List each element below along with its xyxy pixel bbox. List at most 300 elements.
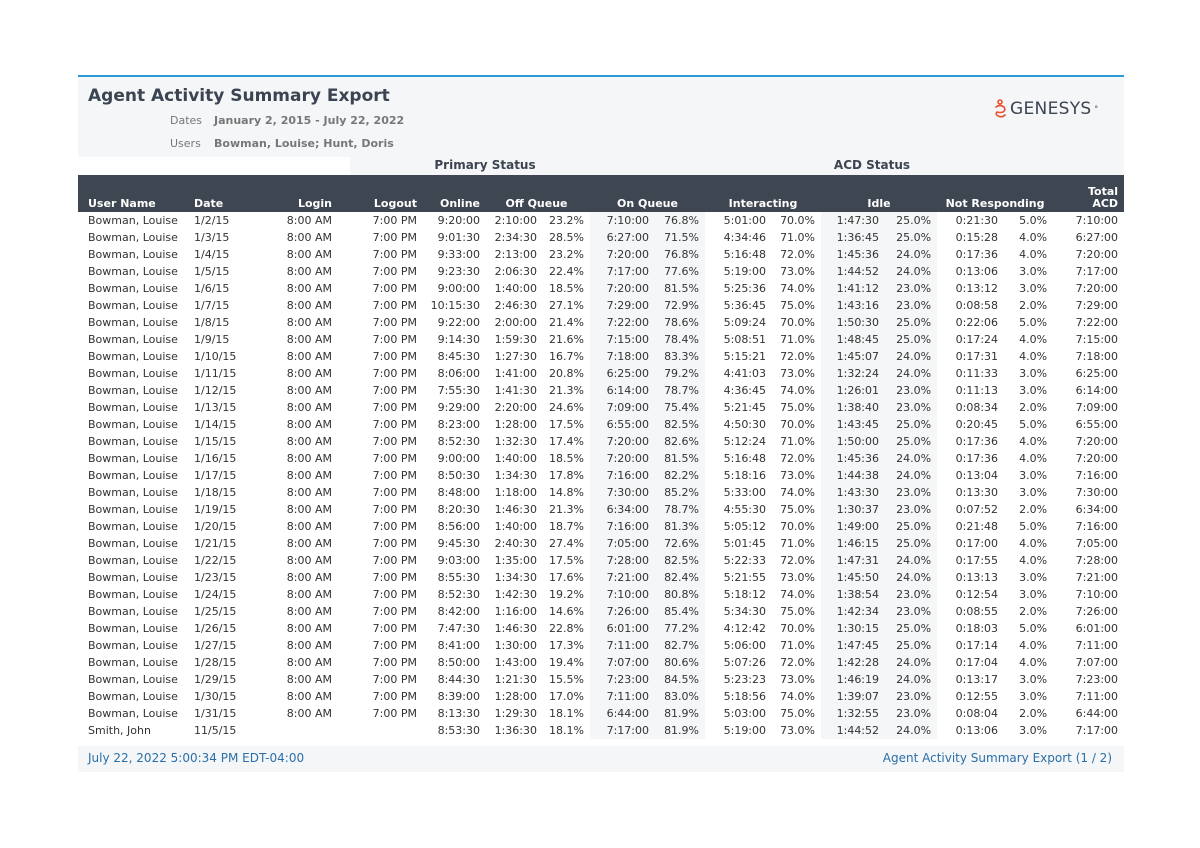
cell-online: 8:06:00 <box>437 367 480 380</box>
cell-on-queue-time: 7:28:00 <box>590 552 652 569</box>
cell-interacting-pct: 73.0% <box>780 469 816 482</box>
cell-date: 1/18/15 <box>194 486 237 499</box>
cell-date: 1/30/15 <box>194 690 237 703</box>
cell-off-queue-time: 1:27:30 <box>494 350 537 363</box>
table-row <box>78 433 1124 450</box>
cell-off-queue-time: 2:46:30 <box>494 299 537 312</box>
cell-online: 8:42:00 <box>437 605 480 618</box>
cell-off-queue-pct: 18.1% <box>549 724 584 737</box>
cell-not-responding-time: 0:13:30 <box>955 486 999 499</box>
cell-idle-time: 1:50:30 <box>821 314 882 331</box>
activity-table <box>78 175 1124 739</box>
cell-login: 8:00 AM <box>286 503 332 516</box>
cell-not-responding-pct: 2.0% <box>1019 401 1048 414</box>
cell-user-name: Bowman, Louise <box>88 452 178 465</box>
cell-date: 1/26/15 <box>194 622 237 635</box>
cell-on-queue-time: 6:14:00 <box>590 382 652 399</box>
cell-not-responding-time: 0:17:36 <box>955 248 999 261</box>
cell-total-acd: 6:27:00 <box>1075 231 1119 244</box>
cell-user-name: Bowman, Louise <box>88 503 178 516</box>
cell-off-queue-pct: 19.2% <box>549 588 584 601</box>
table-row <box>78 280 1124 297</box>
cell-not-responding-pct: 3.0% <box>1019 486 1048 499</box>
cell-interacting-time: 5:19:00 <box>723 724 767 737</box>
cell-idle-time: 1:48:45 <box>821 331 882 348</box>
cell-off-queue-pct: 23.2% <box>549 214 584 227</box>
cell-interacting-time: 5:36:45 <box>723 299 767 312</box>
cell-interacting-time: 5:18:12 <box>723 588 767 601</box>
cell-not-responding-pct: 3.0% <box>1019 384 1048 397</box>
cell-login: 8:00 AM <box>286 588 332 601</box>
table-row <box>78 501 1124 518</box>
cell-login: 8:00 AM <box>286 707 332 720</box>
cell-not-responding-pct: 3.0% <box>1019 265 1048 278</box>
col-not-responding[interactable]: Not Responding <box>937 175 1053 212</box>
cell-idle-pct: 25.0% <box>882 637 937 654</box>
cell-off-queue-pct: 22.8% <box>549 622 584 635</box>
cell-date: 1/24/15 <box>194 588 237 601</box>
cell-date: 1/2/15 <box>194 214 230 227</box>
cell-logout: 7:00 PM <box>372 656 417 669</box>
cell-idle-pct: 24.0% <box>882 263 937 280</box>
cell-not-responding-time: 0:15:28 <box>955 231 999 244</box>
cell-user-name: Bowman, Louise <box>88 469 178 482</box>
cell-off-queue-time: 2:20:00 <box>494 401 537 414</box>
cell-not-responding-pct: 5.0% <box>1019 520 1048 533</box>
cell-interacting-pct: 72.0% <box>780 248 816 261</box>
cell-login: 8:00 AM <box>286 486 332 499</box>
cell-total-acd: 7:17:00 <box>1075 724 1119 737</box>
cell-not-responding-time: 0:17:36 <box>955 452 999 465</box>
cell-off-queue-pct: 17.3% <box>549 639 584 652</box>
cell-on-queue-pct: 79.2% <box>652 365 705 382</box>
cell-off-queue-pct: 21.3% <box>549 384 584 397</box>
cell-on-queue-pct: 78.6% <box>652 314 705 331</box>
cell-interacting-pct: 75.0% <box>780 605 816 618</box>
cell-date: 1/4/15 <box>194 248 230 261</box>
cell-interacting-time: 5:18:16 <box>723 469 767 482</box>
cell-on-queue-time: 7:07:00 <box>590 654 652 671</box>
cell-on-queue-pct: 81.9% <box>652 705 705 722</box>
cell-on-queue-pct: 76.8% <box>652 246 705 263</box>
cell-logout: 7:00 PM <box>372 316 417 329</box>
table-row <box>78 450 1124 467</box>
genesys-logo-icon <box>993 99 1007 119</box>
cell-not-responding-pct: 3.0% <box>1019 571 1048 584</box>
dates-value: January 2, 2015 - July 22, 2022 <box>214 114 405 127</box>
cell-idle-pct: 25.0% <box>882 314 937 331</box>
cell-on-queue-pct: 80.8% <box>652 586 705 603</box>
cell-idle-pct: 25.0% <box>882 212 937 229</box>
cell-on-queue-time: 7:10:00 <box>590 212 652 229</box>
cell-logout: 7:00 PM <box>372 333 417 346</box>
cell-not-responding-pct: 5.0% <box>1019 316 1048 329</box>
table-row <box>78 654 1124 671</box>
cell-on-queue-pct: 84.5% <box>652 671 705 688</box>
cell-not-responding-time: 0:13:12 <box>955 282 999 295</box>
cell-off-queue-pct: 27.1% <box>549 299 584 312</box>
cell-idle-pct: 24.0% <box>882 722 937 739</box>
cell-interacting-pct: 72.0% <box>780 656 816 669</box>
cell-not-responding-pct: 2.0% <box>1019 503 1048 516</box>
cell-off-queue-pct: 18.1% <box>549 707 584 720</box>
cell-online: 8:45:30 <box>437 350 480 363</box>
cell-logout: 7:00 PM <box>372 435 417 448</box>
cell-off-queue-time: 2:34:30 <box>494 231 537 244</box>
cell-not-responding-pct: 3.0% <box>1019 282 1048 295</box>
cell-total-acd: 7:11:00 <box>1075 639 1119 652</box>
col-login[interactable]: Login <box>250 175 335 212</box>
primary-status-group: Primary Status <box>350 155 620 175</box>
cell-not-responding-time: 0:08:04 <box>955 707 999 720</box>
cell-logout: 7:00 PM <box>372 401 417 414</box>
cell-user-name: Bowman, Louise <box>88 214 178 227</box>
cell-logout: 7:00 PM <box>372 639 417 652</box>
table-row <box>78 535 1124 552</box>
cell-online: 9:45:30 <box>437 537 480 550</box>
cell-total-acd: 7:07:00 <box>1075 656 1119 669</box>
cell-idle-time: 1:43:45 <box>821 416 882 433</box>
cell-logout: 7:00 PM <box>372 622 417 635</box>
col-total-acd[interactable] <box>1053 175 1124 212</box>
cell-on-queue-pct: 81.5% <box>652 280 705 297</box>
cell-off-queue-time: 2:40:30 <box>494 537 537 550</box>
cell-user-name: Bowman, Louise <box>88 554 178 567</box>
cell-login <box>250 722 335 739</box>
cell-off-queue-pct: 21.4% <box>549 316 584 329</box>
cell-idle-time: 1:45:36 <box>821 450 882 467</box>
cell-login: 8:00 AM <box>286 265 332 278</box>
cell-idle-time: 1:47:45 <box>821 637 882 654</box>
cell-on-queue-pct: 72.9% <box>652 297 705 314</box>
cell-total-acd: 7:17:00 <box>1075 265 1119 278</box>
col-off-queue[interactable]: Off Queue <box>483 175 590 212</box>
cell-user-name: Bowman, Louise <box>88 299 178 312</box>
cell-interacting-time: 5:01:45 <box>723 537 767 550</box>
cell-idle-time: 1:26:01 <box>821 382 882 399</box>
cell-login: 8:00 AM <box>286 656 332 669</box>
cell-on-queue-time: 7:15:00 <box>590 331 652 348</box>
cell-total-acd: 7:10:00 <box>1075 214 1119 227</box>
cell-total-acd: 7:10:00 <box>1075 588 1119 601</box>
cell-logout: 7:00 PM <box>372 214 417 227</box>
cell-off-queue-time: 1:43:00 <box>494 656 537 669</box>
cell-date: 1/22/15 <box>194 554 237 567</box>
cell-interacting-pct: 72.0% <box>780 452 816 465</box>
cell-idle-time: 1:30:37 <box>821 501 882 518</box>
cell-user-name: Bowman, Louise <box>88 622 178 635</box>
cell-off-queue-pct: 17.5% <box>549 554 584 567</box>
cell-date: 1/20/15 <box>194 520 237 533</box>
cell-interacting-time: 4:41:03 <box>723 367 767 380</box>
table-row <box>78 297 1124 314</box>
cell-login: 8:00 AM <box>286 418 332 431</box>
cell-online: 8:23:00 <box>437 418 480 431</box>
cell-off-queue-time: 1:34:30 <box>494 469 537 482</box>
cell-idle-pct: 23.0% <box>882 688 937 705</box>
cell-on-queue-time: 7:20:00 <box>590 433 652 450</box>
col-on-queue[interactable]: On Queue <box>590 175 705 212</box>
cell-user-name: Bowman, Louise <box>88 656 178 669</box>
cell-not-responding-time: 0:12:55 <box>955 690 999 703</box>
cell-off-queue-pct: 20.8% <box>549 367 584 380</box>
cell-idle-time: 1:38:54 <box>821 586 882 603</box>
cell-idle-time: 1:41:12 <box>821 280 882 297</box>
cell-login: 8:00 AM <box>286 214 332 227</box>
cell-not-responding-pct: 3.0% <box>1019 367 1048 380</box>
cell-on-queue-pct: 77.2% <box>652 620 705 637</box>
cell-not-responding-time: 0:21:30 <box>955 214 999 227</box>
cell-logout: 7:00 PM <box>372 673 417 686</box>
cell-idle-pct: 23.0% <box>882 586 937 603</box>
cell-not-responding-pct: 4.0% <box>1019 435 1048 448</box>
cell-interacting-pct: 71.0% <box>780 435 816 448</box>
cell-login: 8:00 AM <box>286 333 332 346</box>
table-row <box>78 637 1124 654</box>
cell-date: 1/10/15 <box>194 350 237 363</box>
cell-off-queue-time: 1:34:30 <box>494 571 537 584</box>
cell-on-queue-time: 7:23:00 <box>590 671 652 688</box>
cell-online: 8:52:30 <box>437 588 480 601</box>
cell-login: 8:00 AM <box>286 435 332 448</box>
cell-on-queue-time: 7:20:00 <box>590 246 652 263</box>
cell-online: 8:39:00 <box>437 690 480 703</box>
cell-user-name: Bowman, Louise <box>88 690 178 703</box>
cell-on-queue-time: 7:18:00 <box>590 348 652 365</box>
cell-off-queue-time: 1:40:00 <box>494 452 537 465</box>
table-row <box>78 399 1124 416</box>
col-interacting[interactable]: Interacting <box>705 175 821 212</box>
cell-interacting-pct: 75.0% <box>780 299 816 312</box>
cell-user-name: Bowman, Louise <box>88 350 178 363</box>
cell-total-acd: 7:28:00 <box>1075 554 1119 567</box>
cell-login: 8:00 AM <box>286 452 332 465</box>
cell-total-acd: 7:09:00 <box>1075 401 1119 414</box>
cell-online: 8:56:00 <box>437 520 480 533</box>
cell-interacting-pct: 70.0% <box>780 214 816 227</box>
table-header <box>78 175 1124 212</box>
cell-idle-pct: 24.0% <box>882 348 937 365</box>
logo-trademark: ° <box>1094 105 1098 113</box>
cell-interacting-pct: 71.0% <box>780 231 816 244</box>
cell-idle-time: 1:36:45 <box>821 229 882 246</box>
table-row <box>78 552 1124 569</box>
cell-not-responding-pct: 4.0% <box>1019 248 1048 261</box>
cell-idle-pct: 24.0% <box>882 450 937 467</box>
cell-total-acd: 7:16:00 <box>1075 520 1119 533</box>
cell-off-queue-pct: 18.5% <box>549 282 584 295</box>
cell-interacting-time: 5:01:00 <box>723 214 767 227</box>
cell-idle-time: 1:46:19 <box>821 671 882 688</box>
cell-off-queue-time: 1:40:00 <box>494 520 537 533</box>
cell-interacting-time: 5:25:36 <box>723 282 767 295</box>
cell-off-queue-time: 1:28:00 <box>494 418 537 431</box>
cell-not-responding-time: 0:22:06 <box>955 316 999 329</box>
cell-on-queue-time: 7:21:00 <box>590 569 652 586</box>
cell-idle-time: 1:32:55 <box>821 705 882 722</box>
cell-on-queue-time: 7:10:00 <box>590 586 652 603</box>
cell-interacting-pct: 71.0% <box>780 333 816 346</box>
cell-on-queue-time: 7:20:00 <box>590 280 652 297</box>
cell-on-queue-pct: 78.7% <box>652 382 705 399</box>
cell-logout: 7:00 PM <box>372 282 417 295</box>
cell-not-responding-pct: 2.0% <box>1019 707 1048 720</box>
col-idle[interactable]: Idle <box>821 175 937 212</box>
cell-idle-pct: 25.0% <box>882 518 937 535</box>
cell-online: 9:14:30 <box>437 333 480 346</box>
cell-login: 8:00 AM <box>286 571 332 584</box>
cell-not-responding-pct: 3.0% <box>1019 588 1048 601</box>
cell-interacting-pct: 74.0% <box>780 486 816 499</box>
cell-total-acd: 7:20:00 <box>1075 282 1119 295</box>
cell-not-responding-time: 0:13:06 <box>955 265 999 278</box>
cell-off-queue-time: 1:18:00 <box>494 486 537 499</box>
cell-login: 8:00 AM <box>286 622 332 635</box>
table-row <box>78 263 1124 280</box>
cell-user-name: Bowman, Louise <box>88 333 178 346</box>
cell-on-queue-pct: 83.0% <box>652 688 705 705</box>
cell-off-queue-pct: 19.4% <box>549 656 584 669</box>
cell-idle-pct: 23.0% <box>882 280 937 297</box>
report-footer <box>78 746 1124 772</box>
cell-off-queue-pct: 18.5% <box>549 452 584 465</box>
cell-online: 8:20:30 <box>437 503 480 516</box>
cell-total-acd: 6:01:00 <box>1075 622 1119 635</box>
cell-interacting-time: 5:07:26 <box>723 656 767 669</box>
cell-online: 8:55:30 <box>437 571 480 584</box>
cell-not-responding-time: 0:08:55 <box>955 605 999 618</box>
cell-interacting-time: 4:55:30 <box>723 503 767 516</box>
cell-idle-pct: 24.0% <box>882 246 937 263</box>
cell-idle-time: 1:49:00 <box>821 518 882 535</box>
table-row <box>78 705 1124 722</box>
cell-off-queue-time: 1:16:00 <box>494 605 537 618</box>
cell-logout: 7:00 PM <box>372 384 417 397</box>
cell-online: 8:48:00 <box>437 486 480 499</box>
cell-date: 1/9/15 <box>194 333 230 346</box>
cell-interacting-pct: 74.0% <box>780 588 816 601</box>
cell-not-responding-pct: 4.0% <box>1019 452 1048 465</box>
cell-login: 8:00 AM <box>286 316 332 329</box>
cell-interacting-pct: 74.0% <box>780 282 816 295</box>
cell-login: 8:00 AM <box>286 690 332 703</box>
genesys-logo <box>993 99 1098 119</box>
cell-date: 1/12/15 <box>194 384 237 397</box>
cell-interacting-time: 4:12:42 <box>723 622 767 635</box>
table-row <box>78 229 1124 246</box>
cell-on-queue-pct: 82.7% <box>652 637 705 654</box>
cell-total-acd: 7:20:00 <box>1075 452 1119 465</box>
cell-interacting-pct: 73.0% <box>780 265 816 278</box>
cell-on-queue-time: 6:01:00 <box>590 620 652 637</box>
cell-online: 7:55:30 <box>437 384 480 397</box>
cell-user-name: Bowman, Louise <box>88 384 178 397</box>
cell-interacting-pct: 73.0% <box>780 673 816 686</box>
table-row <box>78 331 1124 348</box>
col-online[interactable]: Online <box>420 175 483 212</box>
cell-logout <box>335 722 420 739</box>
table-row <box>78 382 1124 399</box>
cell-not-responding-pct: 3.0% <box>1019 690 1048 703</box>
cell-not-responding-time: 0:21:48 <box>955 520 999 533</box>
cell-not-responding-time: 0:13:06 <box>955 724 999 737</box>
cell-user-name: Bowman, Louise <box>88 435 178 448</box>
table-body <box>78 212 1124 739</box>
cell-off-queue-pct: 14.6% <box>549 605 584 618</box>
cell-on-queue-time: 7:09:00 <box>590 399 652 416</box>
cell-date: 1/27/15 <box>194 639 237 652</box>
cell-idle-time: 1:42:28 <box>821 654 882 671</box>
cell-off-queue-time: 1:46:30 <box>494 622 537 635</box>
cell-off-queue-time: 2:10:00 <box>494 214 537 227</box>
cell-on-queue-time: 7:22:00 <box>590 314 652 331</box>
cell-idle-time: 1:47:31 <box>821 552 882 569</box>
cell-date: 11/5/15 <box>194 724 237 737</box>
table-row <box>78 212 1124 229</box>
cell-not-responding-pct: 4.0% <box>1019 231 1048 244</box>
cell-online: 8:41:00 <box>437 639 480 652</box>
cell-idle-time: 1:38:40 <box>821 399 882 416</box>
table-row <box>78 518 1124 535</box>
cell-not-responding-pct: 5.0% <box>1019 622 1048 635</box>
cell-on-queue-time: 7:05:00 <box>590 535 652 552</box>
cell-idle-pct: 24.0% <box>882 671 937 688</box>
cell-not-responding-time: 0:08:34 <box>955 401 999 414</box>
cell-total-acd: 6:34:00 <box>1075 503 1119 516</box>
col-logout[interactable]: Logout <box>335 175 420 212</box>
table-row <box>78 569 1124 586</box>
cell-idle-time: 1:44:52 <box>821 263 882 280</box>
cell-online: 9:22:00 <box>437 316 480 329</box>
cell-not-responding-pct: 5.0% <box>1019 418 1048 431</box>
cell-total-acd: 7:11:00 <box>1075 690 1119 703</box>
cell-interacting-time: 5:12:24 <box>723 435 767 448</box>
cell-total-acd: 7:15:00 <box>1075 333 1119 346</box>
cell-off-queue-time: 1:36:30 <box>494 724 537 737</box>
cell-date: 1/5/15 <box>194 265 230 278</box>
cell-date: 1/28/15 <box>194 656 237 669</box>
cell-online: 9:03:00 <box>437 554 480 567</box>
cell-off-queue-time: 1:46:30 <box>494 503 537 516</box>
cell-not-responding-time: 0:13:04 <box>955 469 999 482</box>
cell-not-responding-pct: 4.0% <box>1019 656 1048 669</box>
table-row <box>78 467 1124 484</box>
cell-online: 9:00:00 <box>437 452 480 465</box>
cell-on-queue-time: 7:11:00 <box>590 688 652 705</box>
col-date[interactable]: Date <box>184 175 250 212</box>
cell-online: 10:15:30 <box>430 299 480 312</box>
cell-on-queue-time: 6:44:00 <box>590 705 652 722</box>
cell-interacting-pct: 71.0% <box>780 537 816 550</box>
cell-on-queue-time: 7:17:00 <box>590 263 652 280</box>
cell-off-queue-pct: 17.0% <box>549 690 584 703</box>
cell-online: 9:01:30 <box>437 231 480 244</box>
cell-date: 1/15/15 <box>194 435 237 448</box>
cell-idle-pct: 23.0% <box>882 705 937 722</box>
cell-idle-time: 1:45:50 <box>821 569 882 586</box>
cell-interacting-pct: 70.0% <box>780 622 816 635</box>
cell-logout: 7:00 PM <box>372 554 417 567</box>
cell-date: 1/21/15 <box>194 537 237 550</box>
col-user-name[interactable]: User Name <box>78 175 184 212</box>
cell-interacting-pct: 73.0% <box>780 367 816 380</box>
cell-not-responding-pct: 3.0% <box>1019 673 1048 686</box>
table-row <box>78 484 1124 501</box>
cell-logout: 7:00 PM <box>372 418 417 431</box>
cell-idle-pct: 23.0% <box>882 297 937 314</box>
cell-interacting-time: 4:36:45 <box>723 384 767 397</box>
cell-not-responding-pct: 4.0% <box>1019 639 1048 652</box>
